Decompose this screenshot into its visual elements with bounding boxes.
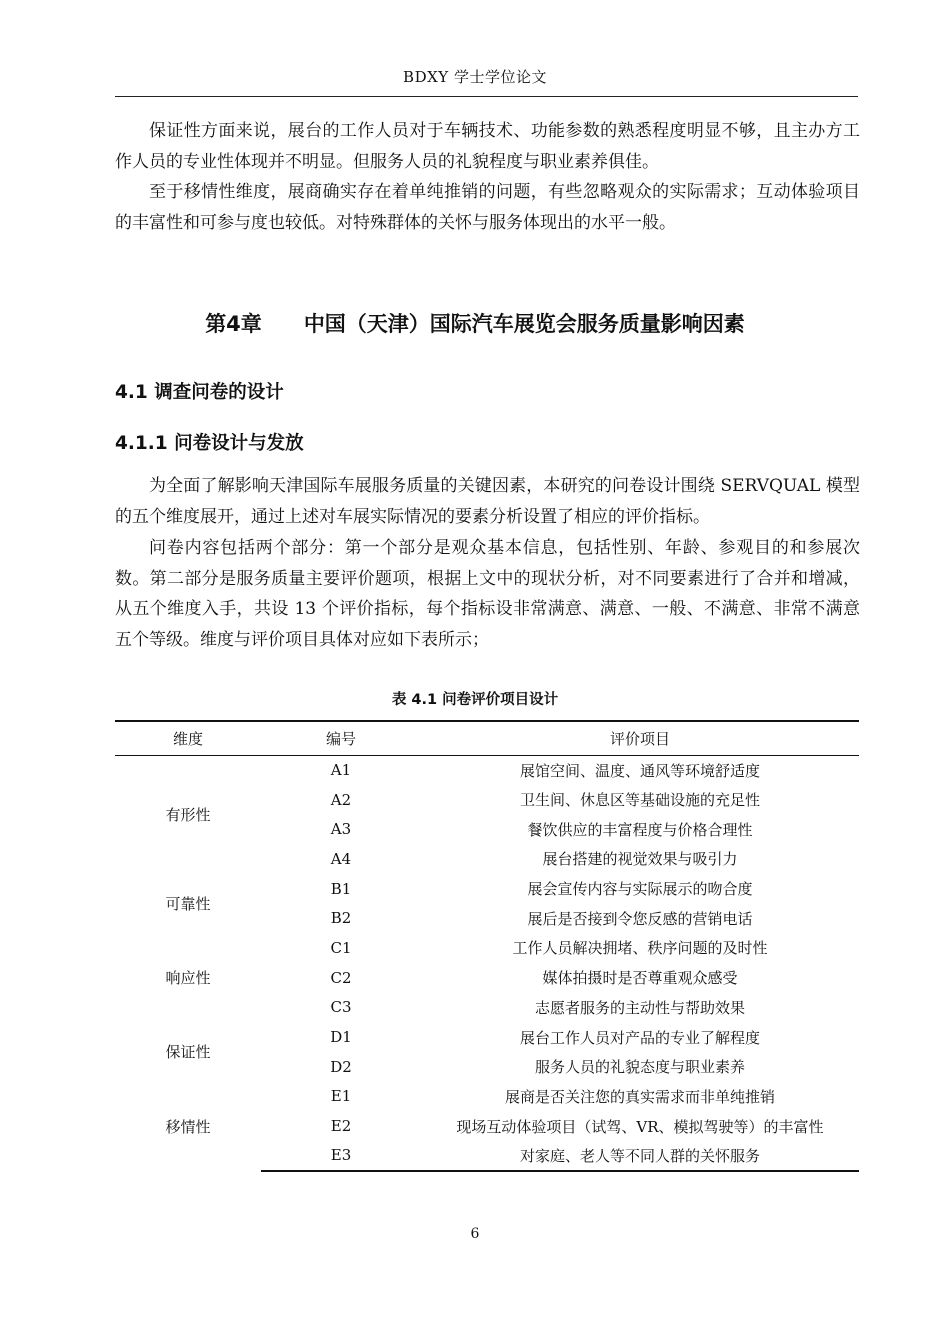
paragraph-intro: 为全面了解影响天津国际车展服务质量的关键因素，本研究的问卷设计围绕 SERVQUAL 模型的五个维度展开，通过上述对车展实际情况的要素分析设置了相应的评价指标。 [115,476,860,527]
item-cell: 展会宣传内容与实际展示的吻合度 [527,880,753,899]
code-cell: C3 [330,998,352,1017]
header-dimension: 维度 [115,721,261,755]
paragraph-assurance: 保证性方面来说，展台的工作人员对于车辆技术、功能参数的熟悉程度明显不够，且主办方工作人员的专业性体现并不明显。但服务人员的礼貌程度与职业素养俱佳。 [115,121,860,172]
table-row [115,1082,859,1112]
table-row [115,1022,859,1052]
subsection-title: 4.1.1 问卷设计与发放 [115,433,304,454]
table-caption: 表 4.1 问卷评价项目设计 [391,692,559,708]
item-cell: 卫生间、休息区等基础设施的充足性 [519,791,760,810]
code-cell: A2 [330,790,352,809]
item-cell: 工作人员解决拥堵、秩序问题的及时性 [512,939,768,958]
item-cell: 展馆空间、温度、通风等环境舒适度 [519,761,760,780]
code-cell: A4 [330,849,352,868]
dimension-cell: 响应性 [165,969,211,988]
item-cell: 对家庭、老人等不同人群的关怀服务 [421,1141,859,1171]
item-cell: 展台工作人员对产品的专业了解程度 [519,1028,760,1047]
dimension-cell: 有形性 [165,806,211,825]
item-cell: 餐饮供应的丰富程度与价格合理性 [527,820,753,839]
dimension-cell: 可靠性 [165,894,211,913]
chapter-name: 中国（天津）国际汽车展览会服务质量影响因素 [303,312,745,336]
table-header-row [115,721,859,755]
table-row [115,755,859,785]
header-rule [115,96,858,97]
chapter-number: 第4章 [205,312,262,336]
item-cell: 展后是否接到令您反感的营销电话 [527,909,753,928]
table-row [115,933,859,963]
paragraph-empathy: 至于移情性维度，展商确实存在着单纯推销的问题，有些忽略观众的实际需求；互动体验项目的丰富性和可参与度也较低。对特殊群体的关怀与服务体现出的水平一般。 [115,182,860,233]
item-cell: 服务人员的礼貌态度与职业素养 [534,1058,745,1077]
code-cell: E2 [330,1117,352,1136]
evaluation-table [115,720,859,1172]
item-cell: 展商是否关注您的真实需求而非单纯推销 [504,1087,775,1106]
code-cell: C2 [330,968,352,987]
code-cell: D2 [330,1057,352,1076]
page-header: BDXY 学士学位论文 [403,68,547,86]
item-cell: 媒体拍摄时是否尊重观众感受 [542,969,738,988]
code-cell: D1 [330,1028,352,1047]
paragraph-questionnaire: 问卷内容包括两个部分：第一个部分是观众基本信息，包括性别、年龄、参观目的和参展次数。第二部分是服务质量主要评价题项，根据上文中的现状分析，对不同要素进行了合并和增减，从五个维度入手，共设 13 个评价指标，每个指标设非常满意、满意、一般、不满意、非常不满意五个等级。维度与评价项目具体对应如下表所示； [115,538,860,650]
header-code: 编号 [261,721,421,755]
dimension-cell: 保证性 [165,1043,211,1062]
code-cell: E1 [330,1087,352,1106]
header-item: 评价项目 [421,721,859,755]
code-cell: A1 [330,761,352,780]
code-cell: E3 [261,1141,421,1171]
item-cell: 志愿者服务的主动性与帮助效果 [534,998,745,1017]
dimension-cell: 移情性 [165,1117,211,1136]
item-cell: 展台搭建的视觉效果与吸引力 [542,850,738,869]
code-cell: C1 [330,938,352,957]
chapter-title [0,308,950,338]
section-title: 4.1 调查问卷的设计 [115,382,284,403]
code-cell: B2 [330,909,352,928]
code-cell: A3 [330,820,352,839]
page-number: 6 [470,1226,480,1242]
code-cell: B1 [330,879,352,898]
table-row [115,874,859,904]
item-cell: 现场互动体验项目（试驾、VR、模拟驾驶等）的丰富性 [456,1117,824,1136]
